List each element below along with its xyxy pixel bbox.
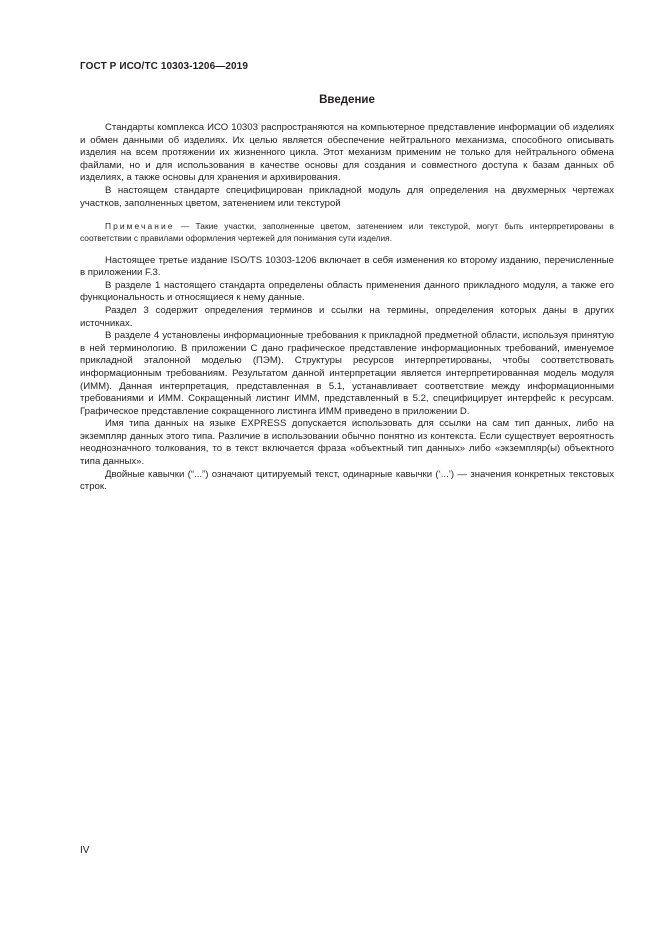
note-text: — Такие участки, заполненные цветом, затенением или текстурой, могут быть интерпретированы в соответствии с правилами оформления чертежей для понимания сути изделия. [80,221,614,244]
page-number: IV [80,845,90,856]
paragraph: В разделе 4 установлены информационные требования к прикладной предметной области, используя принятую в ней терминологию. В приложении С дано графическое представление информационных требований, именуемое прикладной эталонной моделью (ПЭМ). Структуры ресурсов интерпретированы, чтобы соответствовать информационным требованиям. Результатом данной интерпретации является интерпретированная модель модуля (ИММ). Данная интерпретация, представленная в 5.1, устанавливает соответствие между информационными требованиями и ИММ. Сокращенный листинг ИММ, представленный в 5.2, специфицирует интерфейс к ресурсам. Графическое представление сокращенного листинга ИММ приведено в приложении D. [80,330,614,417]
paragraph: Двойные кавычки (“...”) означают цитируемый текст, одинарные кавычки (‘...’) — значения конкретных текстовых строк. [80,468,614,493]
section-title: Введение [319,94,375,106]
document-body [80,122,614,494]
paragraph: Настоящее третье издание ISO/TS 10303-1206 включает в себя изменения ко второму изданию, перечисленные в приложении F.3. [80,254,614,279]
paragraph: В настоящем стандарте специфицирован прикладной модуль для определения на двухмерных чертежах участков, заполненных цветом, затенением или текстурой [80,184,614,209]
paragraph: В разделе 1 настоящего стандарта определены область применения данного прикладного модуля, а также его функциональность и относящиеся к нему данные. [80,279,614,304]
note-label: Примечание [105,221,175,232]
note [80,220,614,244]
paragraph: Имя типа данных на языке EXPRESS допускается использовать для ссылки на сам тип данных, либо на экземпляр данных этого типа. Различие в использовании обычно понятно из контекста. Если существует вероятность неоднозначного толкования, то в текст включается фраза «объектный тип данных» либо «экземпляр(ы) объектного типа данных». [80,418,614,468]
paragraph: Раздел 3 содержит определения терминов и ссылки на термины, определения которых даны в других источниках. [80,304,614,329]
document-header: ГОСТ Р ИСО/ТС 10303-1206—2019 [80,61,248,72]
paragraph: Стандарты комплекса ИСО 10303 распространяются на компьютерное представление информации об изделиях и обмен данными об изделиях. Их целью является обеспечение нейтрального механизма, способного описывать изделия на всем протяжении их жизненного цикла. Этот механизм применим не только для нейтрального обмена файлами, но и для использования в качестве основы для создания и совместного доступа к базам данных об изделиях, а также основы для хранения и архивирования. [80,122,614,184]
